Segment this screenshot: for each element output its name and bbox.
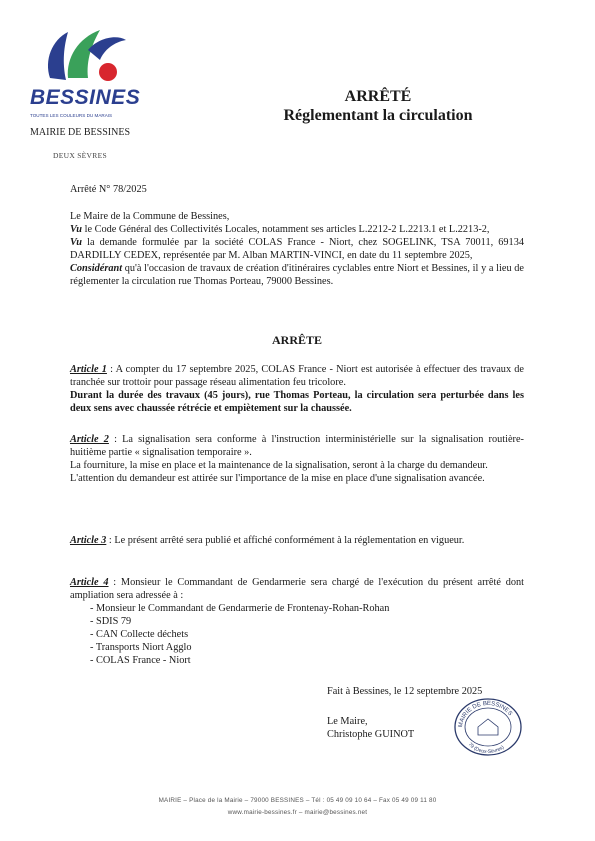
article-2-body: : La signalisation sera conforme à l'instruction interministérielle sur la signalisation routière-huitième partie « signalisation temporaire ».	[70, 434, 524, 458]
article-2-paragraph-2: La fourniture, la mise en place et la maintenance de la signalisation, seront à la charge du demandeur.	[70, 460, 488, 471]
article-1-text	[70, 363, 524, 389]
intro-vu-2	[70, 236, 524, 262]
document-title: ARRÊTÉ	[344, 88, 412, 105]
bessines-logo	[28, 20, 140, 88]
mairie-name: MAIRIE DE BESSINES	[30, 127, 131, 138]
intro-vu-1	[70, 223, 524, 236]
vu-label: Vu	[70, 224, 83, 235]
list-item: - COLAS France - Niort	[90, 655, 191, 666]
article-2-text	[70, 433, 524, 459]
article-1	[70, 363, 524, 415]
stamp-bottom-text: 79 (Deux-Sèvres)	[466, 741, 506, 756]
list-item: - Monsieur le Commandant de Gendarmerie de Frontenay-Rohan-Rohan	[90, 603, 390, 614]
article-2-label: Article 2	[70, 434, 109, 445]
article-3-label: Article 3	[70, 535, 107, 546]
department-name: DEUX SÈVRES	[53, 151, 107, 160]
article-3-body: : Le présent arrêté sera publié et affiché conformément à la réglementation en vigueur.	[106, 535, 465, 546]
mairie-stamp	[452, 697, 524, 757]
list-item: - SDIS 79	[90, 616, 132, 627]
logo-blue-shape	[48, 32, 68, 80]
vu-text: la demande formulée par la société COLAS France - Niort, chez SOGELINK, TSA 70011, 69134 DARDILLY CEDEX, représentée par M. Alban MARTIN-VINCI, en date du 11 septembre 2025,	[70, 237, 524, 261]
article-1-label: Article 1	[70, 364, 107, 375]
list-item: - CAN Collecte déchets	[90, 629, 189, 640]
footer-address: MAIRIE – Place de la Mairie – 79000 BESSINES – Tél : 05 49 09 10 64 – Fax 05 49 09 11 80	[158, 797, 437, 804]
article-1-body: : A compter du 17 septembre 2025, COLAS France - Niort est autorisée à effectuer des travaux de tranchée sur trottoir pour passage réseau alimentation feu tricolore.	[70, 364, 524, 388]
footer-contact: www.mairie-bessines.fr – mairie@bessines.net	[227, 809, 368, 816]
logo-tagline: TOUTES LES COULEURS DU MARAIS	[30, 113, 113, 118]
article-1-bold: Durant la durée des travaux (45 jours), rue Thomas Porteau, la circulation sera perturbée dans les deux sens avec chaussée rétrécie et empiètement sur la chaussée.	[70, 390, 524, 414]
intro-maire: Le Maire de la Commune de Bessines,	[70, 211, 230, 222]
article-4-label: Article 4	[70, 577, 109, 588]
place-date: Fait à Bessines, le 12 septembre 2025	[327, 686, 483, 697]
arrete-heading: ARRÊTE	[271, 333, 322, 347]
intro-block	[70, 210, 524, 288]
article-2	[70, 433, 524, 485]
logo-red-dot	[99, 63, 117, 81]
logo-wordmark: BESSINES	[30, 86, 141, 109]
vu-label: Vu	[70, 237, 83, 248]
signatory-role: Le Maire,	[327, 716, 368, 727]
article-2-paragraph-3: L'attention du demandeur est attirée sur l'importance de la mise en place d'une signalisation avancée.	[70, 473, 485, 484]
stamp-emblem-icon	[478, 719, 498, 735]
article-3	[70, 534, 524, 547]
article-4-body: : Monsieur le Commandant de Gendarmerie sera chargé de l'exécution du présent arrêté dont ampliation sera adressée à :	[70, 577, 524, 601]
considerant-text: qu'à l'occasion de travaux de création d'itinéraires cyclables entre Niort et Bessines, il y a lieu de réglementer la circulation rue Thomas Porteau, 79000 Bessines.	[70, 263, 524, 287]
document-subtitle: Réglementant la circulation	[283, 107, 473, 124]
ampliation-list	[70, 602, 524, 667]
arrete-number: Arrêté N° 78/2025	[70, 184, 147, 195]
article-4-text	[70, 576, 524, 602]
article-4	[70, 576, 524, 667]
vu-text: le Code Général des Collectivités Locales, notamment ses articles L.2212-2 L.2213.1 et L.2213-2,	[82, 224, 490, 235]
stamp-top-text: MAIRIE DE BESSINES	[457, 700, 513, 728]
signatory-name: Christophe GUINOT	[327, 729, 415, 740]
considerant-label: Considérant	[70, 263, 123, 274]
intro-considerant	[70, 262, 524, 288]
list-item: - Transports Niort Agglo	[90, 642, 192, 653]
